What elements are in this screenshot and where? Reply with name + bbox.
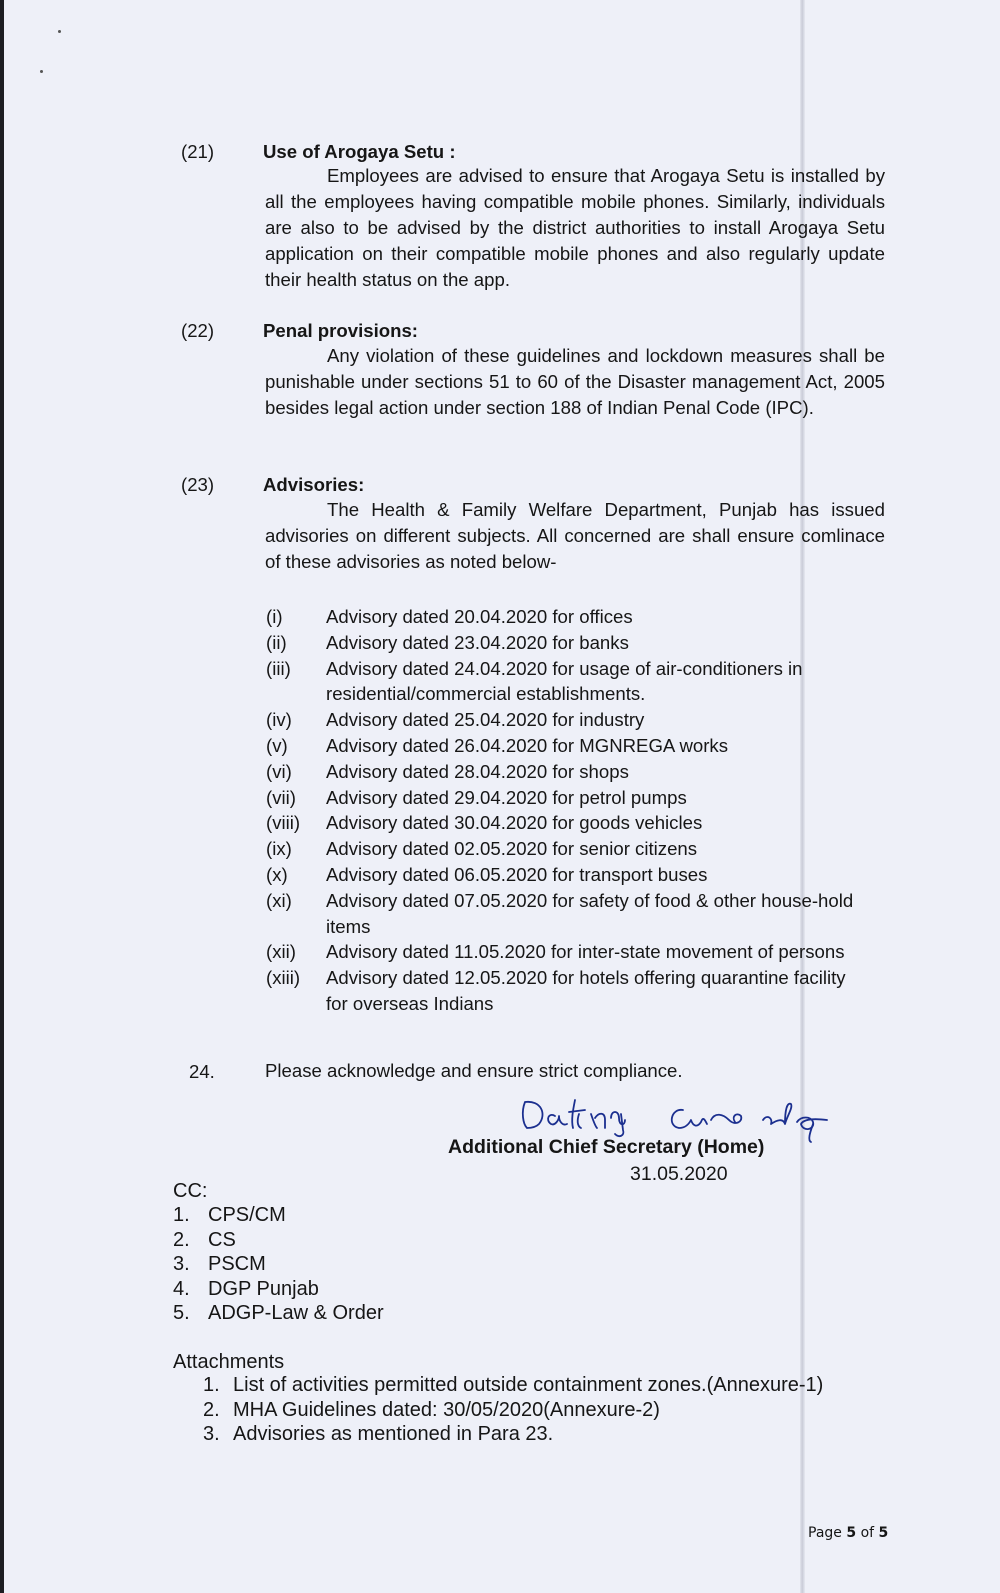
closing-number: 24. <box>189 1061 215 1082</box>
list-item-text: Advisory dated 28.04.2020 for shops <box>326 760 629 782</box>
list-item <box>266 810 866 836</box>
list-item <box>203 1373 823 1398</box>
list-item-number: 1. <box>203 1374 220 1396</box>
list-item-number: 4. <box>173 1277 190 1300</box>
list-item <box>266 630 866 656</box>
list-item <box>203 1422 823 1447</box>
section-heading: Penal provisions: <box>263 320 418 341</box>
list-item-text: Advisory dated 24.04.2020 for usage of air-conditioners in residential/commercial establishments. <box>326 657 803 705</box>
list-item-number: (xiii) <box>266 967 301 989</box>
list-item-text: Advisory dated 20.04.2020 for offices <box>326 606 633 627</box>
attachments-label: Attachments <box>173 1351 285 1373</box>
list-item-number: 5. <box>173 1302 190 1324</box>
signatory-designation: Additional Chief Secretary (Home) <box>448 1136 765 1158</box>
list-item-text: Advisory dated 23.04.2020 for banks <box>326 631 629 653</box>
list-item-number: (viii) <box>266 812 301 834</box>
list-item-number: (vii) <box>266 786 296 808</box>
section-heading: Use of Arogaya Setu : <box>263 141 456 162</box>
section-heading: Advisories: <box>263 474 365 495</box>
list-item-number: (ix) <box>266 838 292 860</box>
closing-text: Please acknowledge and ensure strict compliance. <box>265 1060 683 1081</box>
cc-list <box>173 1203 384 1326</box>
list-item-text: CPS/CM <box>208 1204 286 1226</box>
list-item-number: 3. <box>203 1423 220 1446</box>
section-number: (22) <box>181 320 215 341</box>
attachments-list <box>203 1373 823 1447</box>
list-item-number: (vi) <box>266 760 292 782</box>
list-item-number: (xii) <box>266 941 296 963</box>
list-item-number: (x) <box>266 863 288 885</box>
list-item <box>173 1203 384 1228</box>
scan-speck <box>40 70 43 73</box>
page-number <box>808 1524 888 1542</box>
list-item <box>173 1252 384 1277</box>
list-item <box>266 604 866 630</box>
section-body-text: The Health & Family Welfare Department, Punjab has issued advisories on different subjects. All concerned are shall ensure comlinace of these advisories as noted below- <box>265 499 885 572</box>
list-item-text: PSCM <box>208 1253 266 1275</box>
list-item-text: Advisories as mentioned in Para 23. <box>233 1423 554 1446</box>
list-item-text: Advisory dated 25.04.2020 for industry <box>326 709 645 731</box>
list-item <box>266 836 866 862</box>
list-item-number: 1. <box>173 1204 190 1226</box>
list-item <box>266 759 866 785</box>
list-item-number: (iii) <box>266 657 291 679</box>
list-item-number: (iv) <box>266 709 292 731</box>
list-item-number: 2. <box>203 1398 220 1421</box>
list-item-text: Advisory dated 30.04.2020 for goods vehicles <box>326 812 703 834</box>
list-item <box>266 785 866 811</box>
page-word: Page <box>808 1525 842 1541</box>
page-of-word: of <box>860 1525 875 1541</box>
list-item-number: (xi) <box>266 889 292 911</box>
list-item-text: Advisory dated 12.05.2020 for hotels offering quarantine facility for overseas Indians <box>326 967 846 1014</box>
list-item-number: (ii) <box>266 631 287 653</box>
list-item <box>266 862 866 888</box>
list-item <box>266 733 866 759</box>
list-item-number: 3. <box>173 1253 190 1275</box>
list-item-text: DGP Punjab <box>208 1277 319 1300</box>
section-body <box>265 163 885 293</box>
list-item-number: (v) <box>266 734 288 756</box>
scan-speck <box>58 30 61 33</box>
scan-edge <box>0 0 4 1593</box>
page-total: 5 <box>878 1525 889 1541</box>
list-item <box>266 965 866 1017</box>
list-item <box>173 1228 384 1253</box>
section-number: (23) <box>181 474 215 495</box>
list-item <box>266 707 866 733</box>
list-item-text: Advisory dated 07.05.2020 for safety of food & other house-hold items <box>326 889 854 937</box>
list-item-text: Advisory dated 26.04.2020 for MGNREGA works <box>326 734 729 756</box>
list-item <box>203 1398 823 1423</box>
list-item-text: ADGP-Law & Order <box>208 1302 384 1324</box>
section-body-text: Employees are advised to ensure that Arogaya Setu is installed by all the employees having compatible mobile phones. Similarly, individuals are also to be advised by the district authorities to install Arogaya Setu application on their compatible mobile phones and also regularly update their health status on the app. <box>265 165 885 290</box>
list-item-text: Advisory dated 29.04.2020 for petrol pumps <box>326 786 687 808</box>
list-item <box>266 888 866 940</box>
list-item <box>173 1301 384 1326</box>
advisory-list <box>266 604 866 1017</box>
list-item-number: (i) <box>266 606 283 627</box>
list-item-number: 2. <box>173 1228 190 1251</box>
list-item-text: MHA Guidelines dated: 30/05/2020(Annexure-2) <box>233 1398 660 1421</box>
list-item <box>266 656 866 708</box>
list-item <box>173 1277 384 1302</box>
page-current: 5 <box>846 1525 857 1541</box>
list-item-text: CS <box>208 1228 236 1251</box>
section-body <box>265 497 885 575</box>
list-item <box>266 939 866 965</box>
list-item-text: Advisory dated 02.05.2020 for senior citizens <box>326 838 698 860</box>
signature-date: 31.05.2020 <box>630 1163 728 1185</box>
section-number: (21) <box>181 141 215 162</box>
list-item-text: Advisory dated 11.05.2020 for inter-state movement of persons <box>326 941 845 963</box>
cc-label: CC: <box>173 1180 208 1202</box>
section-body-text: Any violation of these guidelines and lockdown measures shall be punishable under sections 51 to 60 of the Disaster management Act, 2005 besides legal action under section 188 of Indian Penal Code (IPC). <box>265 345 885 418</box>
section-body <box>265 343 885 421</box>
list-item-text: Advisory dated 06.05.2020 for transport buses <box>326 863 708 885</box>
list-item-text: List of activities permitted outside containment zones.(Annexure-1) <box>233 1374 824 1396</box>
